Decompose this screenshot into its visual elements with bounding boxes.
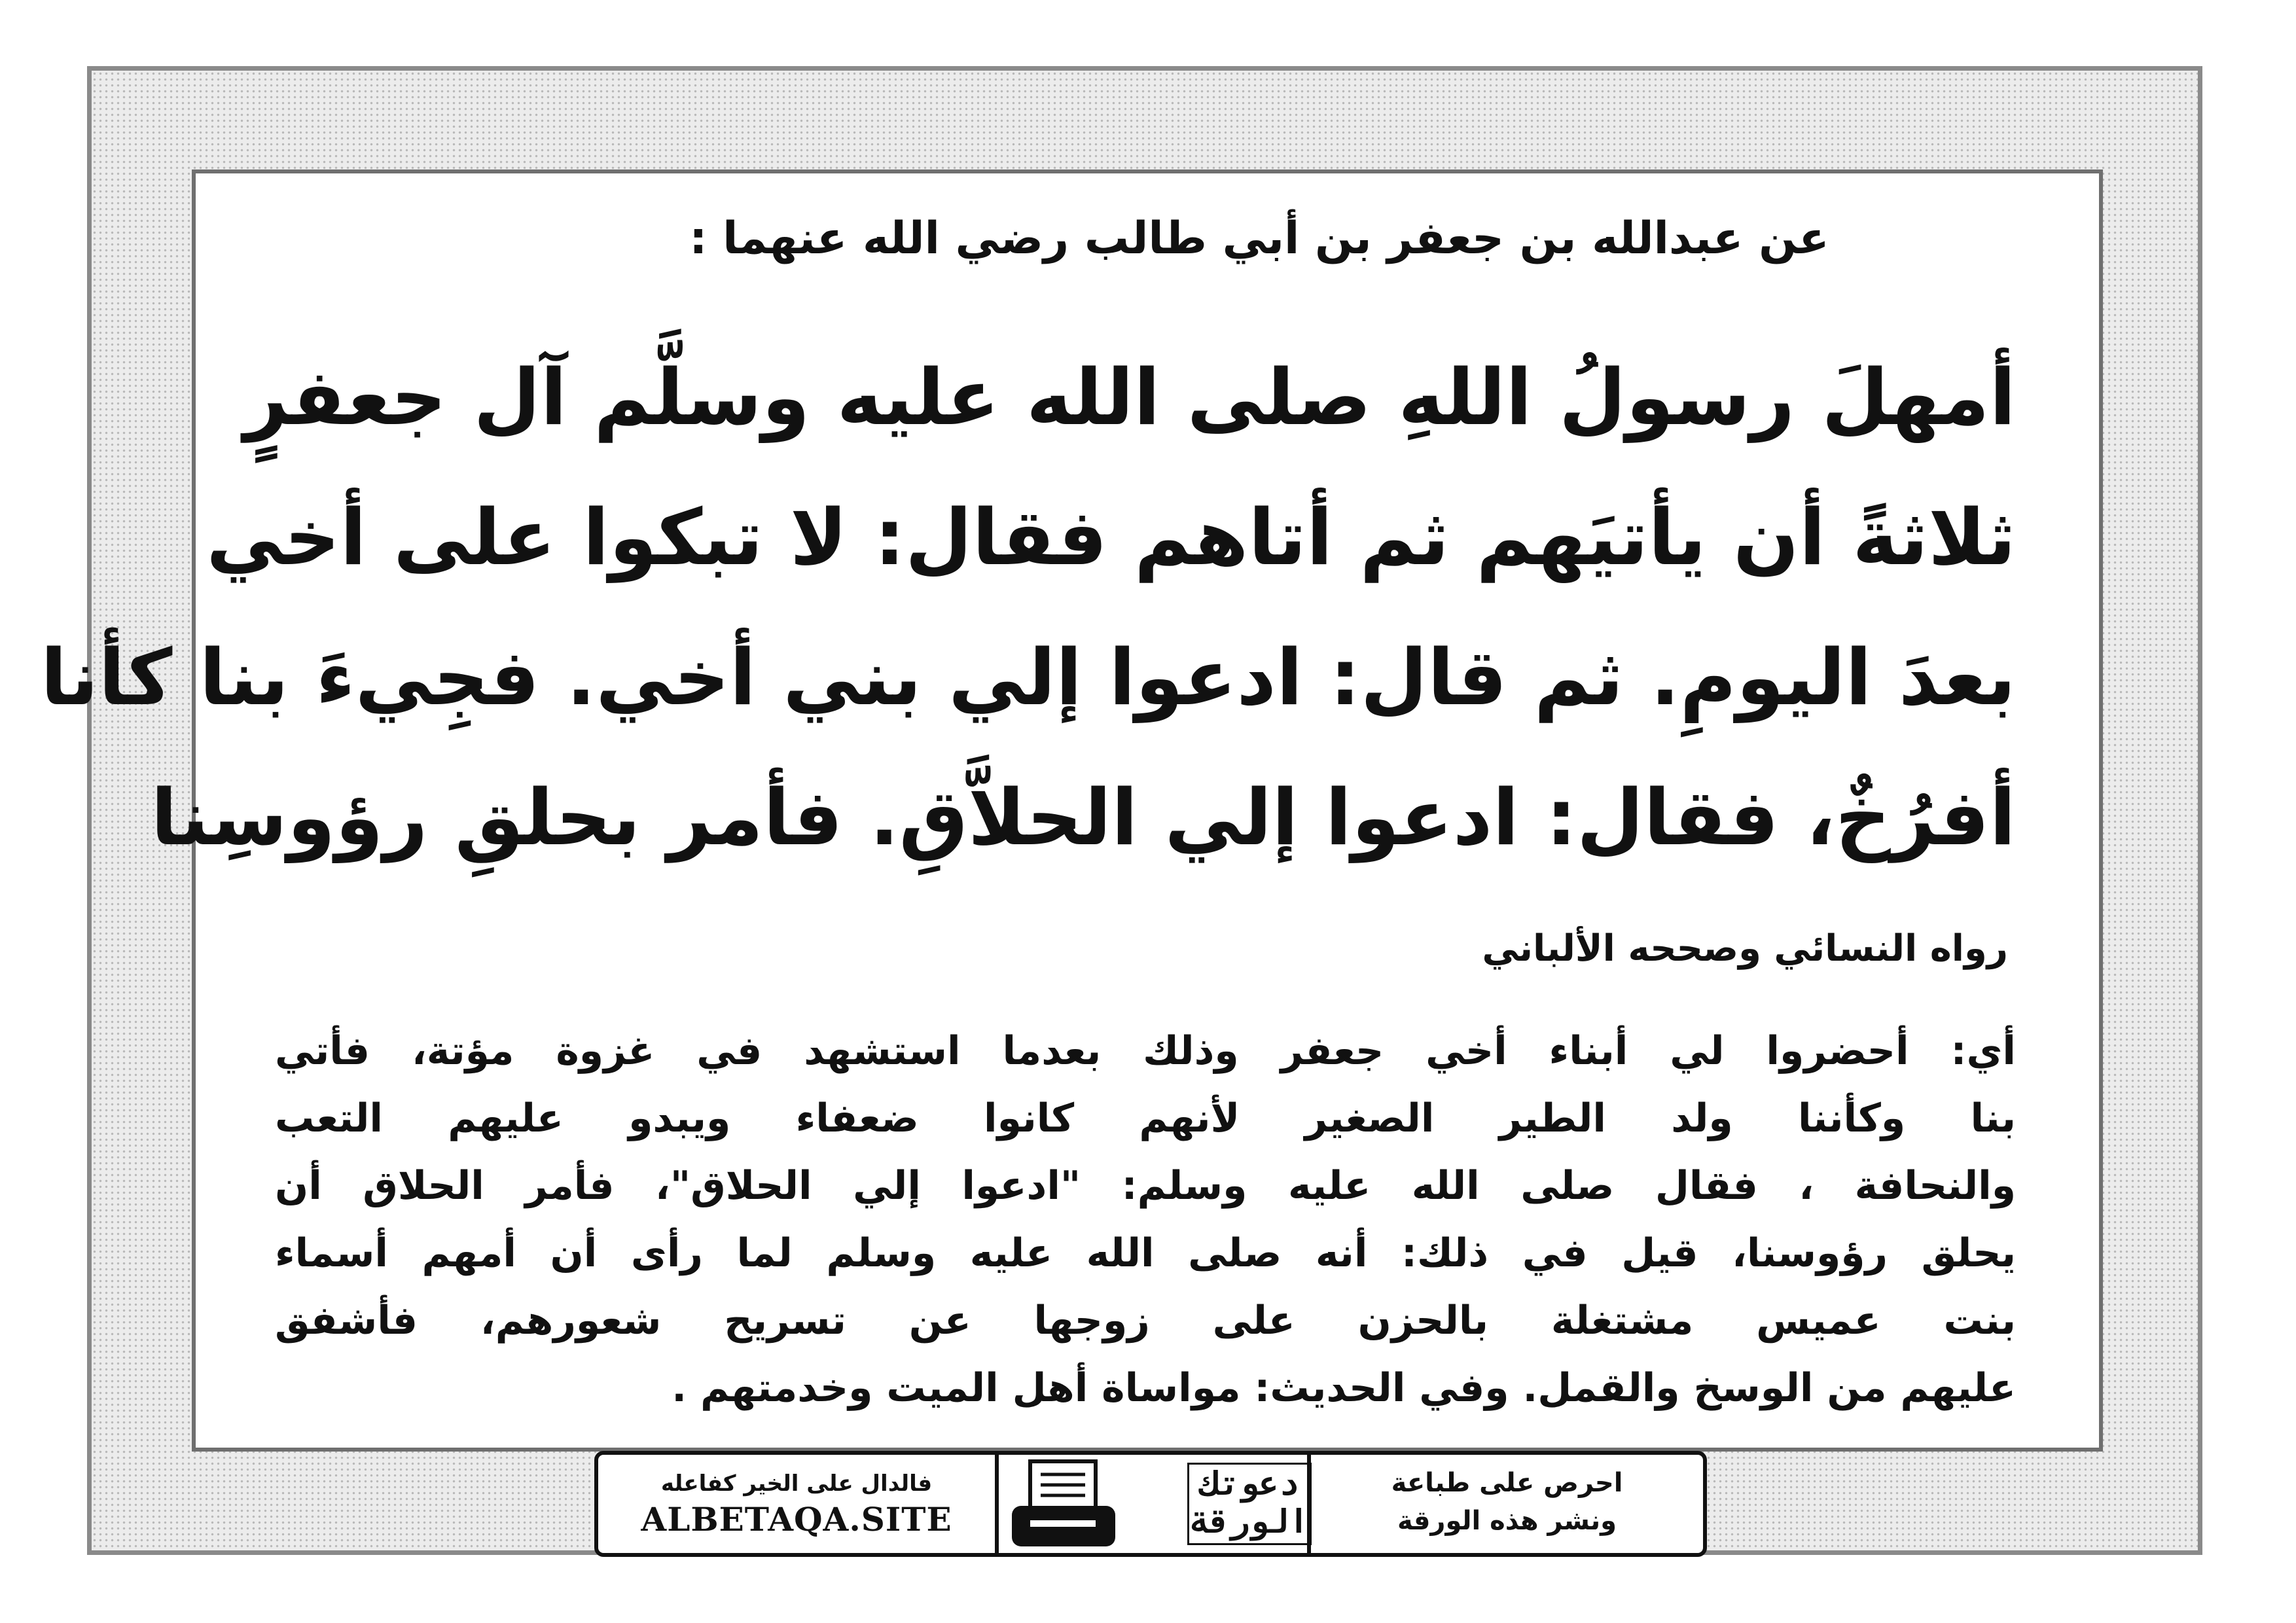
printer-icon: [999, 1455, 1130, 1553]
intro-line: عن عبدالله بن جعفر بن أبي طالب رضي الله عنهما :: [689, 213, 1829, 264]
logo-line: الورقة: [1190, 1503, 1309, 1541]
print-reminder: [1307, 1455, 1703, 1553]
print-reminder-line: احرص على طباعة: [1391, 1468, 1623, 1498]
hadith-line: ثلاثةً أن يأتيَهم ثم أتاهم فقال: لا تبكوا على أخي: [206, 492, 2016, 582]
site-tagline: فالدال على الخير كفاعله: [660, 1471, 933, 1497]
site-name[interactable]: ALBETAQA.SITE: [641, 1500, 952, 1539]
explanation-line: عليهم من الوسخ والقمل. وفي الحديث: مواساة أهل الميت وخدمتهم .: [672, 1365, 2016, 1411]
explanation-line: بنت عميس مشتغلة بالحزن على زوجها عن تسريح شعورهم، فأشفق: [275, 1298, 2016, 1344]
print-reminder-line: ونشر هذه الورقة: [1397, 1506, 1617, 1536]
footer-banner: [594, 1451, 1707, 1557]
dawah-logo: [1187, 1463, 1312, 1545]
hadith-line: بعدَ اليومِ. ثم قال: ادعوا إلي بني أخي. فجِيءَ بنا كأنا: [40, 632, 2016, 722]
explanation-line: بنا وكأننا ولد الطير الصغير لأنهم كانوا ضعفاء ويبدو عليهم التعب: [275, 1096, 2016, 1141]
explanation-line: والنحافة ، فقال صلى الله عليه وسلم: "ادعوا إلي الحلاق"، فأمر الحلاق أن: [275, 1163, 2016, 1209]
hadith-source: رواه النسائي وصححه الألباني: [1482, 927, 2008, 970]
explanation-text: [275, 1018, 2016, 1422]
site-box: [598, 1455, 999, 1553]
explanation-line: أي: أحضروا لي أبناء أخي جعفر وذلك بعدما استشهد في غزوة مؤتة، فأتي: [275, 1028, 2016, 1074]
logo-line: دعوتك: [1200, 1465, 1299, 1503]
hadith-line: أمهلَ رسولُ اللهِ صلى الله عليه وسلَّم آل جعفرٍ: [243, 352, 2016, 442]
explanation-line: يحلق رؤوسنا، قيل في ذلك: أنه صلى الله عليه وسلم لما رأى أن أمهم أسماء: [275, 1230, 2016, 1276]
hadith-line: أفرُخٌ، فقال: ادعوا إلي الحلاَّقِ. فأمر بحلقِ رؤوسِنا: [151, 772, 2016, 863]
hadith-text: [40, 327, 2016, 887]
